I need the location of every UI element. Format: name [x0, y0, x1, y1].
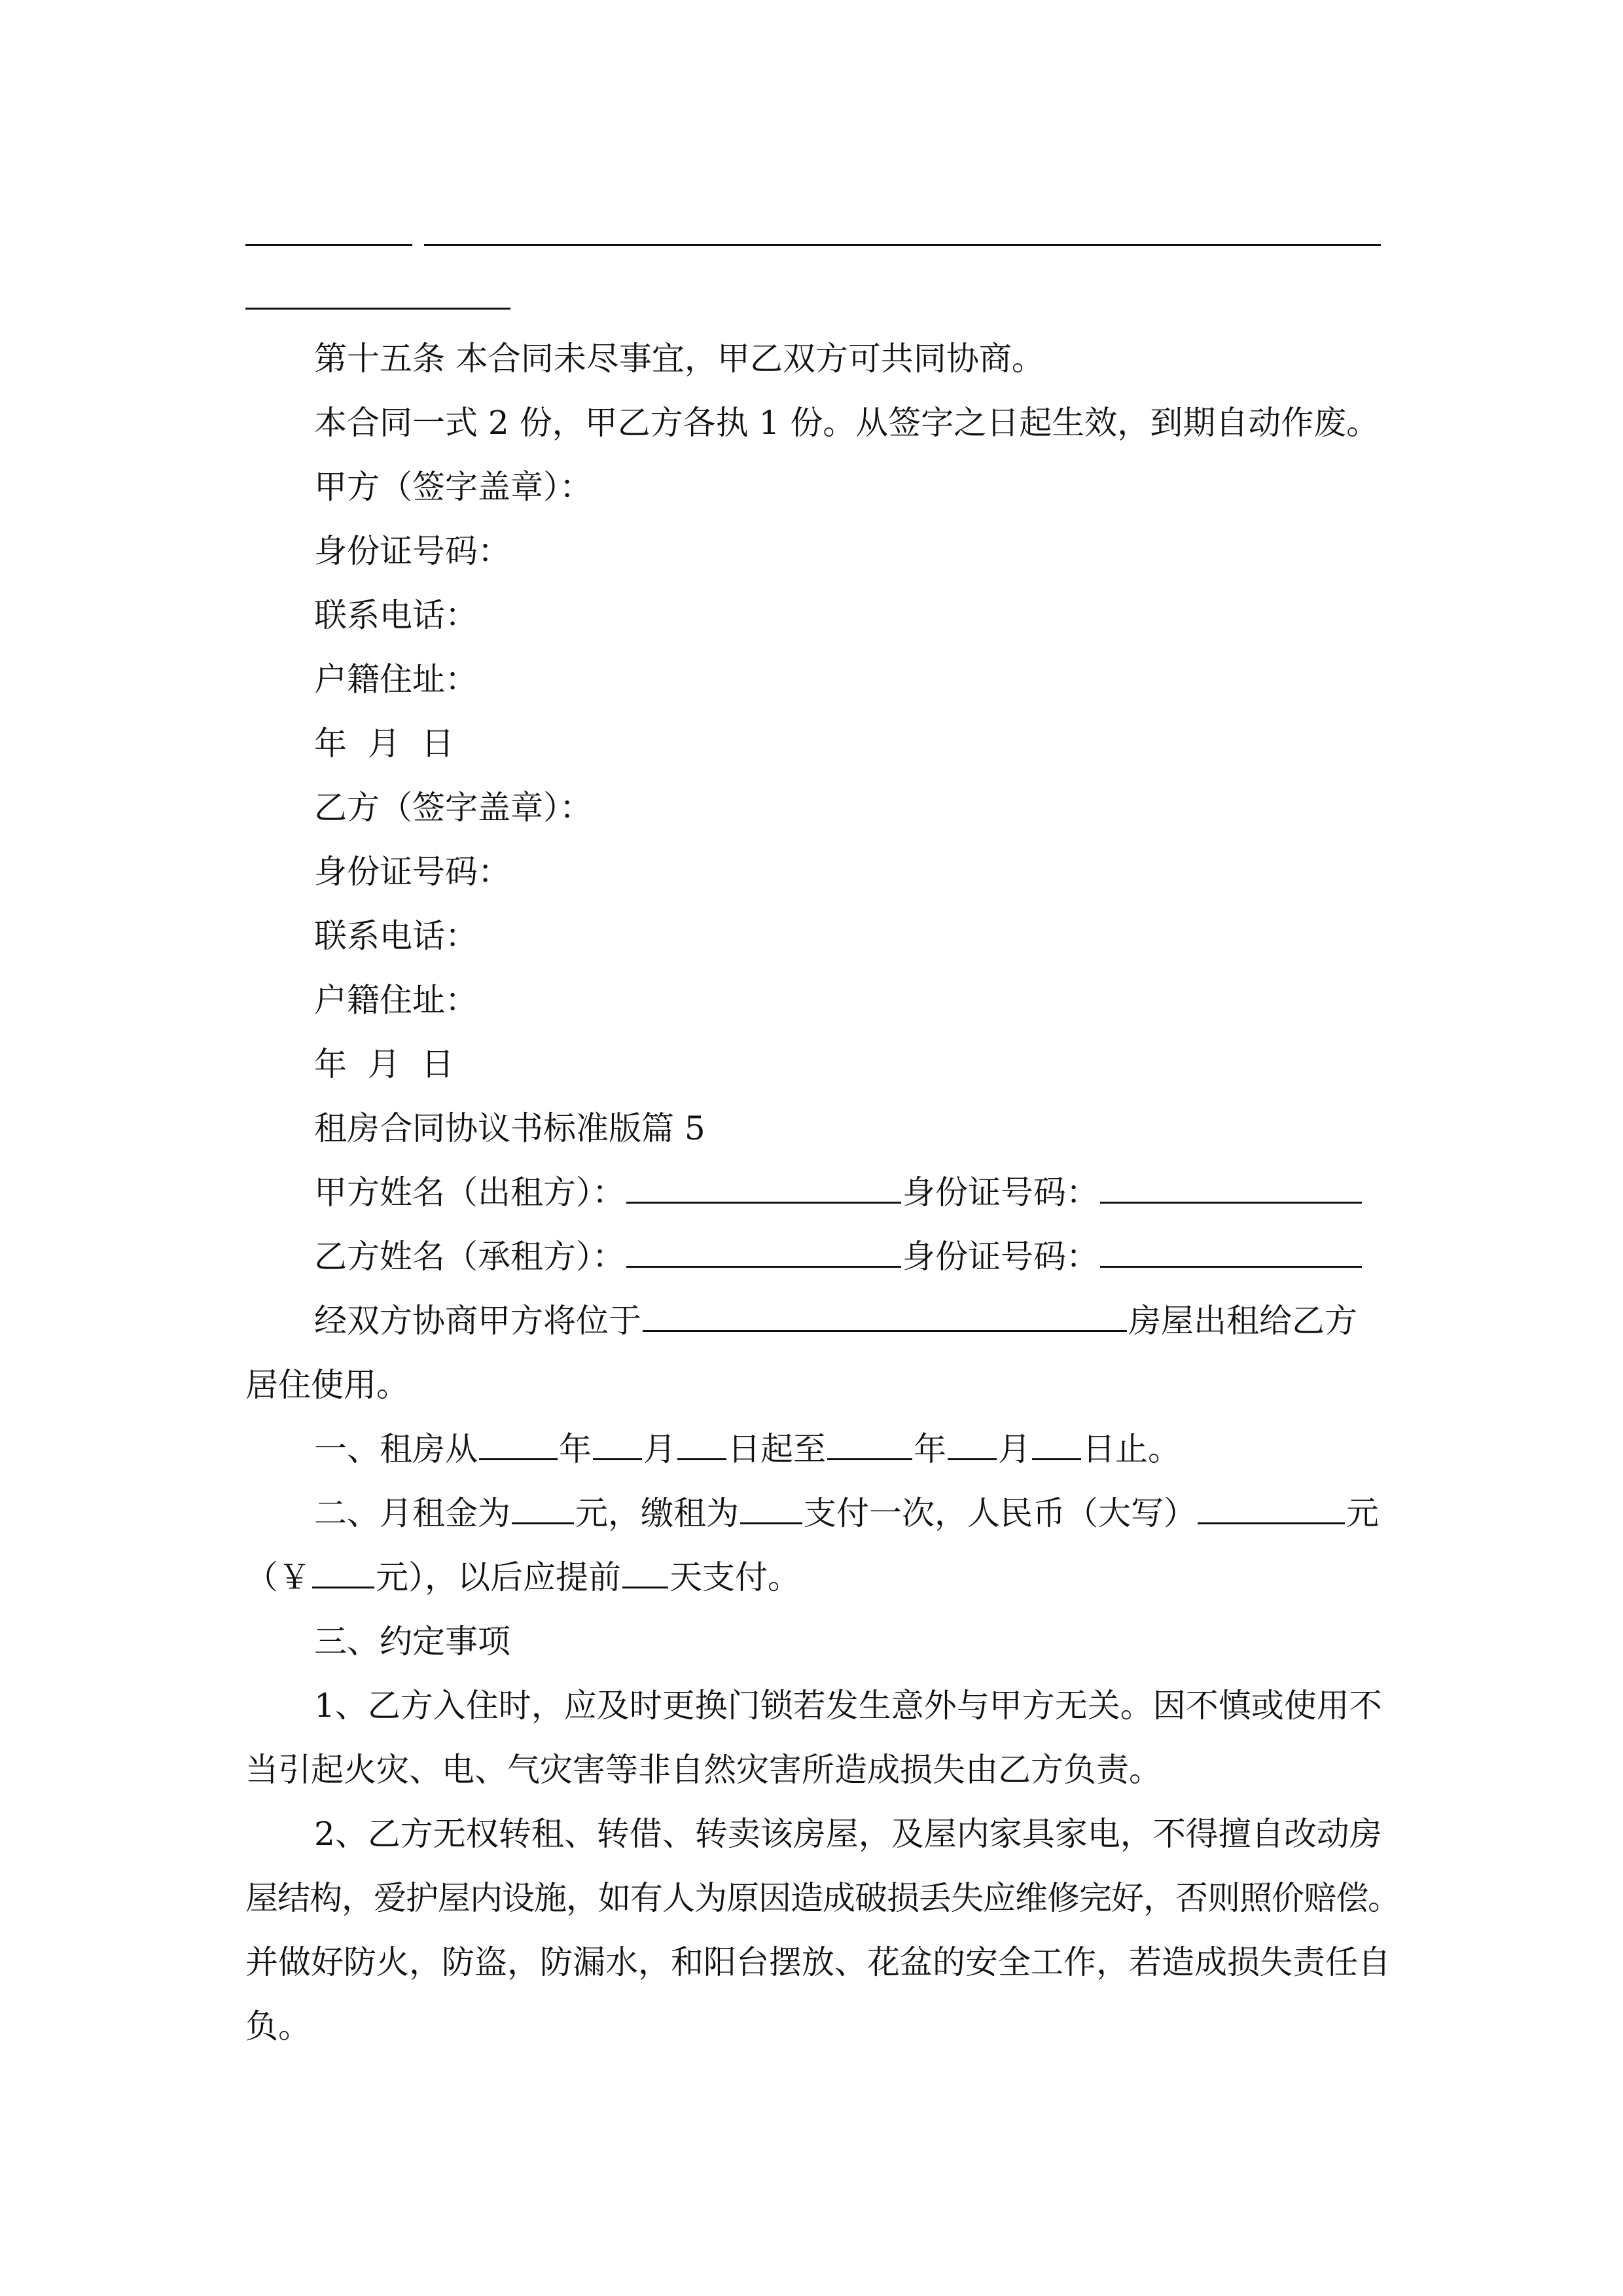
landlord-name-blank [626, 1161, 901, 1204]
item-2-line-2: 屋结构，爱护屋内设施，如有人为原因造成破损丢失应维修完好，否则照价赔偿。 [245, 1879, 1400, 1917]
term-line [314, 1416, 1181, 1482]
rent-days-blank [622, 1546, 668, 1588]
rent-capital-blank [1198, 1482, 1345, 1524]
item-1-line-1: 1、乙方入住时，应及时更换门锁若发生意外与甲方无关。因不慎或使用不 [314, 1687, 1382, 1725]
rent-period-blank [740, 1482, 802, 1524]
tenant-id-label: 身份证号码： [902, 1238, 1099, 1276]
rent-advance-label: 元），以后应提前 [376, 1558, 621, 1596]
landlord-id-blank [1100, 1161, 1362, 1204]
blank-rule [245, 244, 412, 246]
location-suffix: 房屋出租给乙方 [1128, 1302, 1357, 1340]
term-to-label: 日起至 [728, 1430, 826, 1468]
party-a-id: 身份证号码： [314, 532, 510, 570]
item-2-line-1: 2、乙方无权转租、转借、转卖该房屋，及屋内家具家电，不得擅自改动房 [314, 1815, 1382, 1853]
party-a-date: 年 月 日 [314, 725, 454, 762]
rent-yuan2-label: 元 [1346, 1494, 1379, 1532]
item-1-line-2: 当引起火灾、电、气灾害等非自然灾害所造成损失由乙方负责。 [245, 1751, 1162, 1789]
article-15: 第十五条 本合同未尽事宜，甲乙双方可共同协商。 [314, 340, 1044, 378]
rent-pay-label: 支付一次，人民币（大写） [804, 1494, 1196, 1532]
landlord-line [314, 1160, 1363, 1225]
party-a-phone: 联系电话： [314, 596, 478, 634]
tenant-name-label: 乙方姓名（承租方）： [314, 1238, 625, 1276]
party-a-signature: 甲方（签字盖章）： [314, 468, 592, 506]
landlord-name-label: 甲方姓名（出租方）： [314, 1174, 625, 1211]
agreement-title: 三、约定事项 [314, 1623, 510, 1660]
party-b-id: 身份证号码： [314, 853, 510, 891]
end-day-blank [1032, 1418, 1081, 1460]
location-continuation: 居住使用。 [245, 1366, 409, 1404]
item-2-line-3: 并做好防火，防盗，防漏水，和阳台摆放、花盆的安全工作，若造成损失责任自 [245, 1943, 1391, 1981]
end-year-blank [827, 1418, 912, 1460]
location-line [314, 1288, 1357, 1354]
tenant-line [314, 1224, 1363, 1289]
blank-rule [245, 308, 510, 310]
term-end-label: 日止。 [1082, 1430, 1181, 1468]
start-day-blank [677, 1418, 726, 1460]
landlord-id-label: 身份证号码： [902, 1174, 1099, 1211]
location-prefix: 经双方协商甲方将位于 [314, 1302, 641, 1340]
term-year-label-2: 年 [914, 1430, 946, 1468]
rent-number-blank [312, 1546, 374, 1588]
party-a-address: 户籍住址： [314, 660, 478, 698]
copies-clause: 本合同一式 2 份，甲乙方各执 1 份。从签字之日起生效，到期自动作废。 [314, 404, 1380, 442]
term-year-label: 年 [559, 1430, 592, 1468]
start-year-blank [479, 1418, 558, 1460]
party-b-date: 年 月 日 [314, 1045, 454, 1083]
term-month-label: 月 [643, 1430, 676, 1468]
tenant-name-blank [626, 1225, 901, 1268]
end-month-blank [948, 1418, 997, 1460]
term-label: 一、租房从 [314, 1430, 478, 1468]
rent-line-2 [245, 1545, 800, 1610]
party-b-signature: 乙方（签字盖章）： [314, 789, 592, 827]
rent-symbol-label: （￥ [245, 1558, 311, 1596]
tenant-id-blank [1100, 1225, 1362, 1268]
party-b-address: 户籍住址： [314, 981, 478, 1019]
rent-line [314, 1480, 1379, 1546]
party-b-phone: 联系电话： [314, 917, 478, 955]
rent-yuan-label: 元，缴租为 [575, 1494, 739, 1532]
rent-amount-blank [512, 1482, 574, 1524]
item-2-line-4: 负。 [245, 2007, 311, 2045]
blank-rule [424, 244, 1381, 246]
location-blank [643, 1289, 1127, 1332]
start-month-blank [593, 1418, 642, 1460]
term-month-label-2: 月 [998, 1430, 1031, 1468]
rent-label: 二、月租金为 [314, 1494, 510, 1532]
rent-days-label: 天支付。 [669, 1558, 800, 1596]
section-title: 租房合同协议书标准版篇 5 [314, 1109, 705, 1147]
